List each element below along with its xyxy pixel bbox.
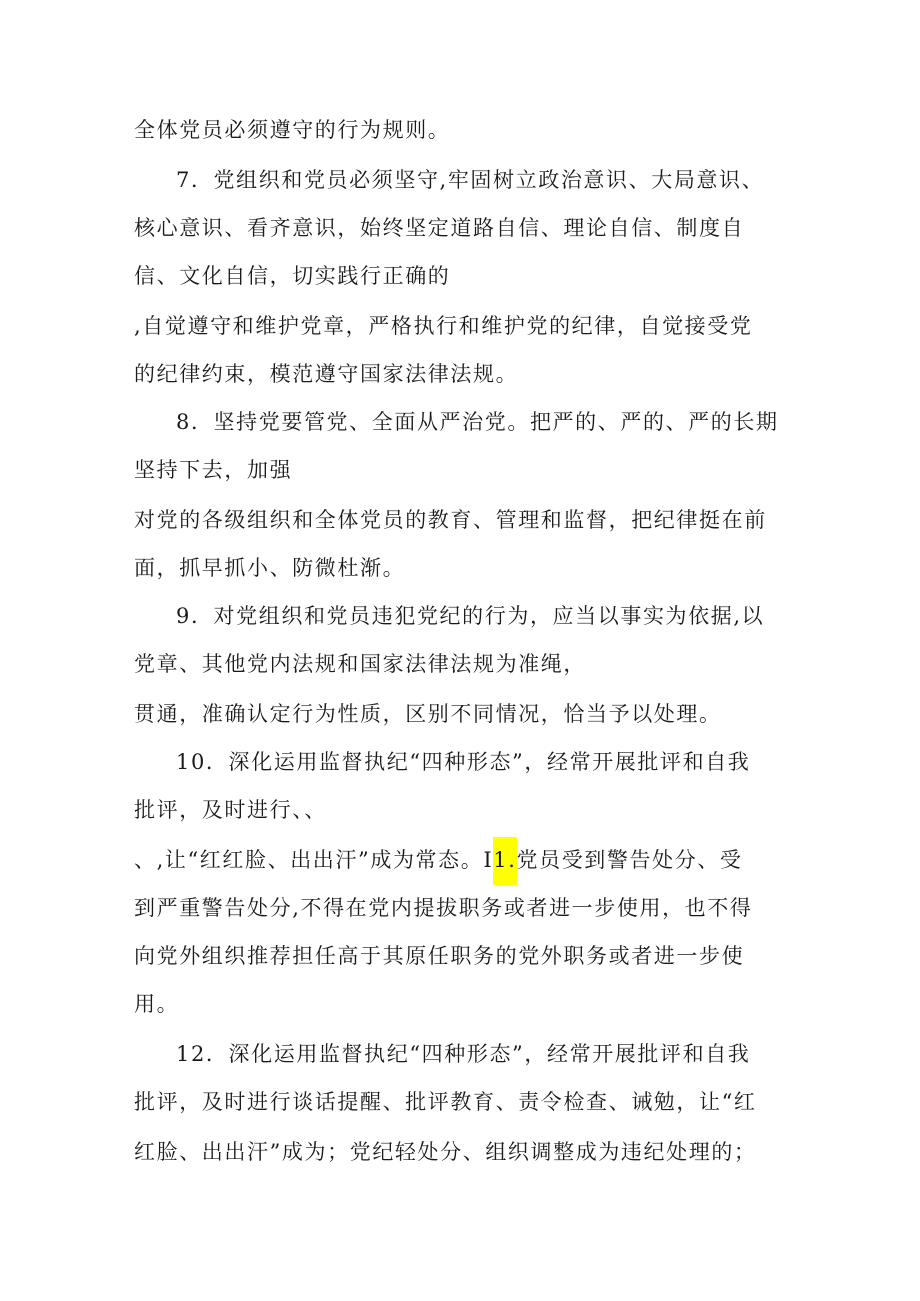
paragraph-line: 12．深化运用监督执纪“四种形态”，经常开展批评和自我 [176, 1042, 751, 1066]
paragraph-line: 核心意识、看齐意识，始终坚定道路自信、理论自信、制度自 [134, 216, 745, 240]
paragraph-line: 向党外组织推荐担任高于其原任职务的党外职务或者进一步使 [134, 944, 745, 968]
paragraph-line: 到严重警告处分,不得在党内提拔职务或者进一步使用，也不得 [134, 896, 753, 920]
paragraph-line: 坚持下去，加强 [134, 458, 293, 482]
paragraph-line: 信、文化自信，切实践行正确的 [134, 264, 451, 288]
paragraph-line: 7．党组织和党员必须坚守,牢固树立政治意识、大局意识、 [176, 168, 765, 192]
paragraph-line: 红脸、出出汗”成为；党纪轻处分、组织调整成为违纪处理的； [134, 1140, 757, 1164]
paragraph-line: 10．深化运用监督执纪“四种形态”，经常开展批评和自我 [176, 750, 751, 774]
paragraph-line: 的纪律约束，模范遵守国家法律法规。 [134, 362, 519, 386]
paragraph-line: 全体党员必须遵守的行为规则。 [134, 118, 451, 142]
paragraph-line: 9．对党组织和党员违犯党纪的行为，应当以事实为依据,以 [176, 604, 765, 628]
paragraph-text: 党员受到警告处分、受 [516, 848, 743, 872]
paragraph-line: 8．坚持党要管党、全面从严治党。把严的、严的、严的长期 [176, 410, 779, 434]
paragraph-line: 党章、其他党内法规和国家法律法规为准绳， [134, 652, 586, 676]
paragraph-line: 批评，及时进行谈话提醒、批评教育、责令检查、诫勉，让“红 [134, 1090, 757, 1114]
highlighted-text: 1. [493, 837, 516, 885]
paragraph-line-mixed [134, 845, 743, 875]
paragraph-line: 对党的各级组织和全体党员的教育、管理和监督，把纪律挺在前 [134, 508, 767, 532]
paragraph-line: 批评，及时进行、、 [134, 798, 327, 822]
paragraph-line: 用。 [134, 992, 180, 1016]
paragraph-line: ,自觉遵守和维护党章，严格执行和维护党的纪律，自觉接受党 [134, 314, 753, 338]
paragraph-line: 贯通，准确认定行为性质，区别不同情况，恰当予以处理。 [134, 702, 722, 726]
paragraph-line: 面，抓早抓小、防微杜渐。 [134, 556, 406, 580]
paragraph-text: 、,让“红红脸、出出汗”成为常态。I [134, 848, 494, 872]
